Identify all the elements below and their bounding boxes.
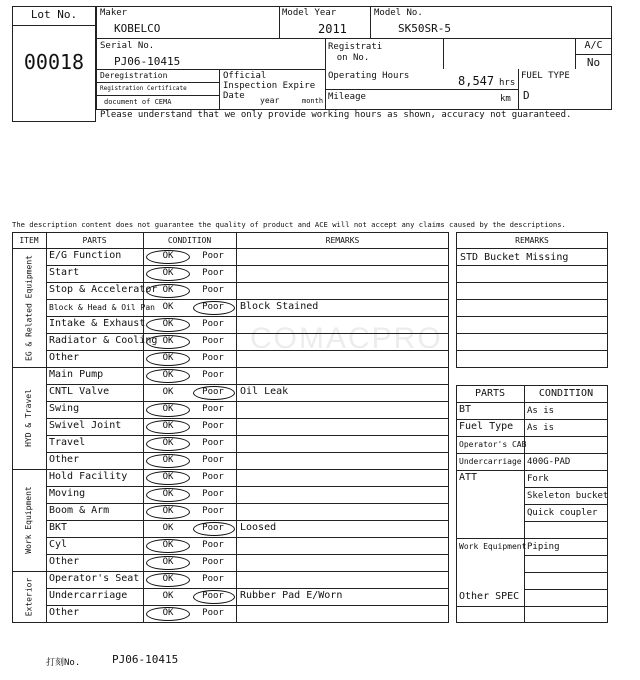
part-label: Swing [49,403,80,414]
poor-option: Poor [202,489,224,499]
part-label: Block & Head & Oil Pan [49,303,155,312]
disclaimer: The description content does not guarantee the quality of product and ACE will not accept any claims caused by the descriptions. [12,220,566,229]
spec-part: Operator's CAB [459,440,527,449]
watermark: COMACPRO [250,322,443,355]
spec-condition: Fork [527,474,549,484]
poor-option: Poor [202,251,224,261]
col-remarks-header: REMARKS [325,236,360,245]
ok-selected-circle [146,539,190,553]
part-label: Stop & Accelerator [49,284,158,295]
maker-label: Maker [100,8,128,18]
item-group-label: EG & Related Equipment [24,254,33,361]
ok-selected-circle [146,284,190,298]
ok-option: OK [162,574,174,584]
ok-option: OK [162,404,174,414]
ok-selected-circle [146,335,190,349]
poor-option: Poor [202,506,224,516]
part-label: Travel [49,437,86,448]
remarks-box-first-line: STD Bucket Missing [460,252,569,263]
spec-condition: Skeleton bucket [527,491,609,501]
poor-selected-circle [193,590,235,604]
poor-option: Poor [202,523,224,533]
poor-option: Poor [202,404,224,414]
hours-notice: Please understand that we only provide working hours as shown, accuracy not guaranteed. [100,110,572,120]
item-group-label: Work Equipment [24,486,33,554]
remark-text: Oil Leak [240,386,289,397]
ac-label: A/C [584,40,603,51]
poor-selected-circle [193,522,235,536]
ok-option: OK [162,336,174,346]
poor-option: Poor [202,557,224,567]
ok-option: OK [162,540,174,550]
ok-option: OK [162,489,174,499]
ok-option: OK [162,506,174,516]
footer-stamp-value: PJ06-10415 [112,653,179,666]
lot-number: 00018 [23,50,85,74]
ok-option: OK [162,353,174,363]
ok-option: OK [162,608,174,618]
part-label: Operator's Seat [49,573,140,584]
part-label: Intake & Exhaust [49,318,146,329]
model-year-value: 2011 [318,22,347,36]
ac-value: No [586,56,601,69]
spec-part: Work Equipment [459,542,527,551]
part-label: Swivel Joint [49,420,122,431]
spec-part: Other SPEC [459,591,520,602]
item-group-label: HYD & Travel [24,389,33,447]
spec-condition: As is [527,406,555,416]
remark-text: Block Stained [240,301,319,312]
poor-option: Poor [202,608,224,618]
spec-col-condition: CONDITION [538,388,594,399]
model-no-label: Model No. [374,8,423,18]
spec-col-parts: PARTS [474,388,506,399]
footer-stamp-label: 打刻No. [46,658,81,668]
part-label: BKT [49,522,68,533]
ok-option: OK [162,591,174,601]
ok-selected-circle [146,250,190,264]
poor-option: Poor [202,472,224,482]
mileage-label: Mileage [328,92,366,102]
spec-part: ATT [459,472,478,483]
col-item-header: ITEM [19,236,39,245]
ok-selected-circle [146,573,190,587]
item-group-label: Exterior [24,577,33,616]
ok-selected-circle [146,403,190,417]
ok-selected-circle [146,607,190,621]
poor-option: Poor [202,285,224,295]
poor-option: Poor [202,574,224,584]
part-label: CNTL Valve [49,386,110,397]
ok-selected-circle [146,488,190,502]
spec-condition: Piping [527,542,560,552]
serial-value: PJ06-10415 [114,55,181,68]
lot-label: Lot No. [30,8,78,21]
fuel-type-value: D [523,89,530,102]
serial-label: Serial No. [100,41,155,51]
ok-selected-circle [146,318,190,332]
ok-option: OK [162,387,174,397]
ok-option: OK [162,285,174,295]
hrs-unit: hrs [499,78,516,88]
km-unit: km [500,94,511,104]
ok-selected-circle [146,556,190,570]
poor-option: Poor [202,455,224,465]
part-label: Other [49,352,80,363]
col-condition-header: CONDITION [167,236,212,245]
spec-part: BT [459,404,472,415]
spec-part: Undercarriage [459,457,522,466]
poor-option: Poor [202,591,224,601]
ok-option: OK [162,557,174,567]
poor-option: Poor [202,421,224,431]
ok-selected-circle [146,505,190,519]
part-label: Moving [49,488,86,499]
operating-hours-label: Operating Hours [328,71,410,81]
ok-selected-circle [146,267,190,281]
year-label: year [260,96,280,105]
poor-selected-circle [193,386,235,400]
part-label: Other [49,607,80,618]
ok-option: OK [162,302,174,312]
part-label: Start [49,267,80,278]
part-label: Undercarriage [49,590,128,601]
poor-option: Poor [202,319,224,329]
ok-selected-circle [146,352,190,366]
poor-option: Poor [202,540,224,550]
maker-value: KOBELCO [114,22,161,35]
ok-option: OK [162,523,174,533]
poor-option: Poor [202,387,224,397]
part-label: Radiator & Cooling [49,335,158,346]
poor-option: Poor [202,370,224,380]
ok-option: OK [162,268,174,278]
part-label: Boom & Arm [49,505,110,516]
ok-option: OK [162,438,174,448]
ok-option: OK [162,421,174,431]
registration-label: Registrati on No. [328,42,383,63]
fuel-type-label: FUEL TYPE [521,71,570,81]
ok-selected-circle [146,369,190,383]
model-year-label: Model Year [282,8,337,18]
spec-part: Fuel Type [459,421,514,432]
ok-selected-circle [146,471,190,485]
poor-option: Poor [202,438,224,448]
ok-option: OK [162,455,174,465]
poor-option: Poor [202,336,224,346]
cema-label: document of CEMA [104,98,172,106]
poor-option: Poor [202,268,224,278]
deregistration-label: Deregistration [100,71,168,80]
ok-selected-circle [146,420,190,434]
ok-option: OK [162,319,174,329]
spec-condition: Quick coupler [527,508,598,518]
poor-selected-circle [193,301,235,315]
part-label: E/G Function [49,250,122,261]
inspection-label: Official Inspection Expire Date [223,71,316,101]
col-parts-header: PARTS [82,236,107,245]
spec-condition: As is [527,423,555,433]
remark-text: Rubber Pad E/Worn [240,590,343,601]
remarks-box-header: REMARKS [515,236,549,245]
operating-hours-value: 8,547 [458,74,495,88]
model-no-value: SK50SR-5 [398,22,451,35]
month-label: month [302,97,324,105]
part-label: Cyl [49,539,68,550]
part-label: Main Pump [49,369,104,380]
spec-condition: 400G-PAD [527,457,571,467]
ok-selected-circle [146,454,190,468]
part-label: Hold Facility [49,471,128,482]
ok-selected-circle [146,437,190,451]
remark-text: Loosed [240,522,277,533]
ok-option: OK [162,472,174,482]
part-label: Other [49,556,80,567]
ok-option: OK [162,370,174,380]
registration-certificate-label: Registration Certificate [100,85,187,92]
ok-option: OK [162,251,174,261]
part-label: Other [49,454,80,465]
poor-option: Poor [202,353,224,363]
poor-option: Poor [202,302,224,312]
